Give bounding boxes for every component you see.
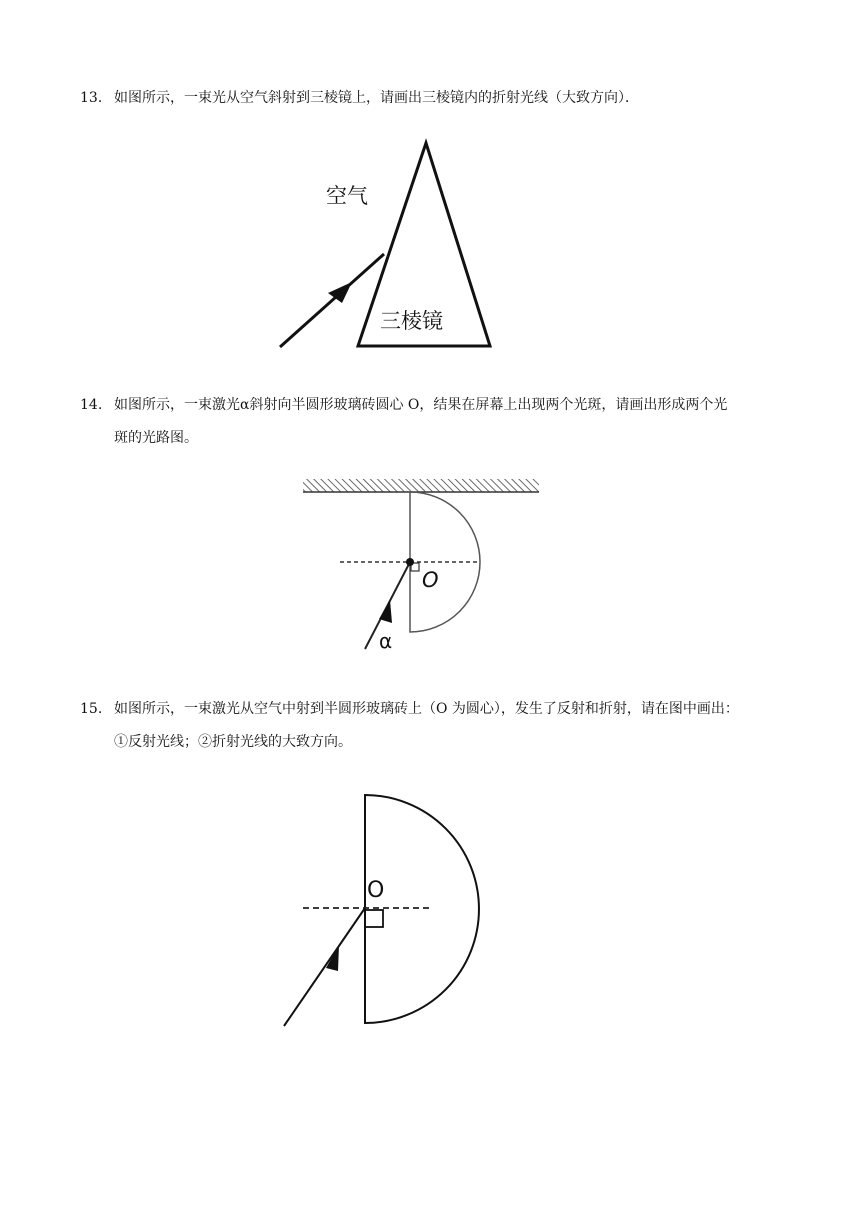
center-label: O	[422, 568, 439, 592]
question-text-continued: ①反射光线；②折射光线的大致方向。	[114, 734, 352, 750]
screen-hatching	[303, 479, 539, 492]
question-number: 13.	[80, 90, 103, 106]
question-text: 如图所示，一束激光α斜射向半圆形玻璃砖圆心 O，结果在屏幕上出现两个光斑，请画出形成两个光	[114, 397, 728, 413]
center-label: O	[367, 878, 385, 903]
air-label: 空气	[326, 184, 368, 208]
incident-ray	[280, 254, 384, 347]
incident-ray-arrow-icon	[326, 945, 339, 971]
question-15	[80, 693, 800, 759]
question-14	[80, 389, 800, 455]
incident-ray	[284, 908, 365, 1026]
question-number: 14.	[80, 397, 103, 413]
semicircle-glass	[365, 795, 479, 1023]
incident-ray-arrow-icon	[379, 600, 392, 623]
question-text: 如图所示，一束激光从空气中射到半圆形玻璃砖上（O 为圆心），发生了反射和折射，请在图中画出：	[114, 701, 739, 717]
prism-label: 三棱镜	[380, 309, 443, 333]
beam-label: α	[379, 629, 393, 653]
right-angle-mark	[365, 910, 383, 927]
semicircle-glass-figure	[275, 785, 495, 1035]
question-text-continued: 斑的光路图。	[114, 430, 198, 446]
prism-figure	[270, 135, 510, 360]
question-13	[80, 82, 800, 115]
question-text: 如图所示，一束光从空气斜射到三棱镜上，请画出三棱镜内的折射光线（大致方向）．	[114, 90, 639, 106]
question-number: 15.	[80, 701, 103, 717]
center-point	[406, 558, 414, 566]
semicircle-screen-figure	[295, 475, 550, 660]
